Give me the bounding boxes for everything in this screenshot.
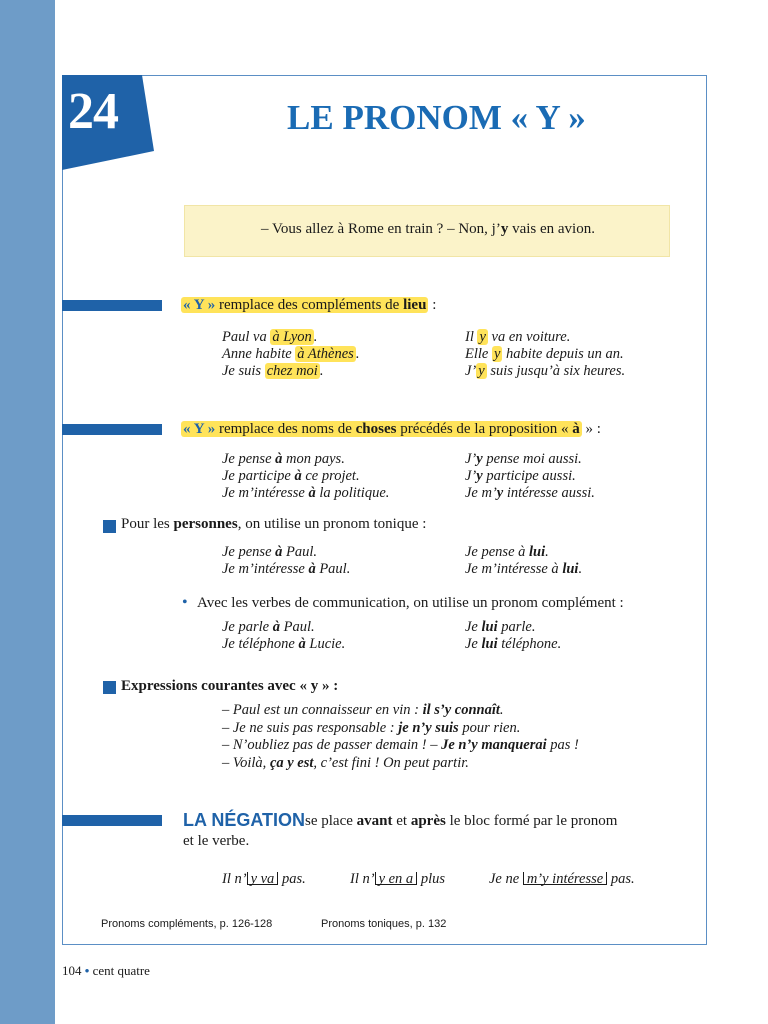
page-title: LE PRONOM « Y » — [287, 98, 586, 137]
example-choses-left-3 — [222, 485, 389, 502]
text-fragment: téléphone. — [497, 636, 562, 652]
example-lieu-left-1 — [222, 329, 317, 346]
text-fragment: Je — [465, 636, 482, 652]
reference-pronoms-complements: Pronoms compléments, p. 126-128 — [101, 918, 273, 930]
footer-bullet: • — [84, 963, 90, 978]
text-fragment: Il — [465, 329, 478, 345]
text-fragment: il s’y connaît — [422, 702, 500, 718]
negation-example-2 — [350, 871, 445, 888]
text-fragment: à — [572, 421, 580, 437]
example-communication-left-2 — [222, 636, 345, 653]
text-fragment: Pour les — [121, 516, 174, 532]
text-fragment: lui — [481, 636, 498, 652]
text-fragment: y — [500, 221, 509, 237]
text-fragment: y va — [247, 872, 279, 885]
text-span — [181, 421, 582, 437]
example-personnes-right-1 — [465, 544, 549, 561]
text-fragment: – Vous allez à Rome en train ? – Non, j’ — [261, 221, 501, 237]
example-choses-right-3 — [465, 485, 595, 502]
text-fragment: lui — [481, 619, 498, 635]
chapter-number: 24 — [68, 83, 118, 140]
page-footer — [62, 963, 150, 979]
text-fragment: Elle — [465, 346, 492, 362]
text-fragment: se place — [305, 813, 357, 829]
example-lieu-right-3 — [465, 363, 625, 380]
text-fragment: J’ — [465, 363, 477, 379]
page-number: 104 — [62, 963, 82, 978]
example-personnes-left-1 — [222, 544, 317, 561]
example-lieu-left-3 — [222, 363, 323, 380]
text-fragment: choses — [355, 421, 397, 437]
page-number-words: cent quatre — [92, 963, 150, 978]
text-fragment: précédés de la proposition « — [396, 421, 573, 437]
text-fragment: . — [319, 363, 324, 379]
text-fragment: . — [313, 329, 318, 345]
example-lieu-left-2 — [222, 346, 359, 363]
text-fragment: y — [476, 468, 483, 484]
text-fragment: Paul. — [279, 619, 315, 635]
text-fragment: vais en avion. — [508, 221, 595, 237]
text-fragment: remplace des noms de — [215, 421, 356, 437]
section-square-expressions — [103, 681, 116, 694]
example-choses-right-2 — [465, 468, 576, 485]
text-span — [181, 297, 428, 313]
text-fragment: Je suis — [222, 363, 265, 379]
text-fragment: y — [310, 678, 319, 694]
text-fragment: personnes — [173, 516, 238, 532]
text-fragment: et — [392, 813, 411, 829]
section-rule-choses — [62, 424, 162, 435]
text-fragment: avant — [356, 813, 393, 829]
text-fragment: remplace des compléments de — [215, 297, 404, 313]
text-fragment: y — [493, 346, 501, 362]
text-fragment: ce projet. — [301, 468, 360, 484]
text-fragment: – N’oubliez pas de passer demain ! – — [222, 737, 442, 753]
text-fragment: , on utilise un pronom tonique : — [237, 516, 427, 532]
text-fragment: lui — [529, 544, 546, 560]
text-fragment: lui — [562, 561, 579, 577]
side-color-band — [0, 0, 55, 1024]
text-fragment: « Y » — [183, 297, 216, 313]
heading-communication: Avec les verbes de communication, on utilise un pronom complément : — [197, 595, 624, 611]
text-fragment: à — [275, 451, 283, 467]
text-fragment: participe aussi. — [482, 468, 576, 484]
text-fragment: J’ — [465, 468, 477, 484]
example-communication-left-1 — [222, 619, 315, 636]
text-fragment: Je m’intéresse à — [465, 561, 563, 577]
example-lieu-right-2 — [465, 346, 624, 363]
text-fragment: Il n’ — [350, 871, 375, 887]
text-fragment: Lucie. — [305, 636, 346, 652]
reference-pronoms-toniques: Pronoms toniques, p. 132 — [321, 918, 447, 930]
text-fragment: Je m’intéresse — [222, 485, 309, 501]
section-square-personnes — [103, 520, 116, 533]
text-fragment: plus — [417, 871, 445, 887]
text-fragment: . — [545, 544, 549, 560]
text-fragment: à — [308, 485, 316, 501]
example-lieu-right-1 — [465, 329, 570, 346]
negation-example-3 — [489, 871, 635, 888]
text-fragment: mon pays. — [282, 451, 345, 467]
section-rule-negation — [62, 815, 162, 826]
text-fragment: Je m’ — [465, 485, 497, 501]
text-fragment: la politique. — [315, 485, 390, 501]
text-fragment: lieu — [403, 297, 427, 313]
text-fragment: : — [428, 297, 437, 313]
example-choses-left-2 — [222, 468, 360, 485]
text-fragment: chez moi — [266, 363, 318, 379]
text-fragment: intéresse aussi. — [503, 485, 595, 501]
text-fragment: Je téléphone — [222, 636, 299, 652]
expression-line-3 — [222, 737, 579, 754]
text-fragment: . — [355, 346, 360, 362]
section-rule-lieu — [62, 300, 162, 311]
text-fragment: . — [578, 561, 583, 577]
text-fragment: suis jusqu’à six heures. — [486, 363, 626, 379]
text-fragment: après — [410, 813, 446, 829]
text-fragment: à — [275, 544, 283, 560]
text-fragment: m’y intéresse — [523, 872, 607, 885]
text-fragment: Il n’ — [222, 871, 247, 887]
bullet-dot: • — [182, 594, 188, 611]
text-fragment: Je — [465, 619, 482, 635]
text-fragment: Je participe — [222, 468, 295, 484]
example-communication-right-2 — [465, 636, 561, 653]
text-fragment: ça y est — [269, 755, 314, 771]
text-fragment: à Athènes — [297, 346, 354, 362]
expression-line-4 — [222, 755, 469, 772]
text-fragment: va en voiture. — [487, 329, 571, 345]
example-choses-right-1 — [465, 451, 582, 468]
text-fragment: Je parle — [222, 619, 273, 635]
text-fragment: Je m’intéresse — [222, 561, 309, 577]
text-fragment: pour rien. — [458, 720, 521, 736]
text-fragment: y — [478, 363, 485, 379]
example-box — [184, 205, 670, 257]
text-fragment: – Je ne suis pas responsable : — [222, 720, 399, 736]
text-fragment: pas. — [278, 871, 306, 887]
example-choses-left-1 — [222, 451, 345, 468]
text-fragment: Expressions courantes avec « — [121, 678, 311, 694]
heading-lieu — [181, 297, 436, 314]
text-fragment: à — [294, 468, 302, 484]
text-fragment: le bloc formé par le pronom — [445, 813, 618, 829]
text-fragment: – Paul est un connaisseur en vin : — [222, 702, 423, 718]
expression-line-1 — [222, 702, 504, 719]
text-fragment: je n’y suis — [398, 720, 459, 736]
text-fragment: « Y » — [183, 421, 216, 437]
text-fragment: habite depuis un an. — [502, 346, 624, 362]
text-fragment: à — [298, 636, 306, 652]
text-fragment: Je pense à — [465, 544, 530, 560]
heading-choses — [181, 421, 601, 438]
heading-expressions — [121, 678, 338, 695]
text-fragment: Je pense — [222, 544, 276, 560]
example-personnes-left-2 — [222, 561, 350, 578]
text-fragment: y en a — [375, 872, 418, 885]
text-fragment: » : — [581, 421, 601, 437]
text-fragment: pas ! — [546, 737, 579, 753]
text-fragment: pas. — [607, 871, 635, 887]
text-fragment: Je n’y manquerai — [441, 737, 547, 753]
text-fragment: Paul. — [282, 544, 318, 560]
text-fragment: » : — [318, 678, 339, 694]
text-fragment: y — [496, 485, 504, 501]
text-fragment: parle. — [497, 619, 536, 635]
negation-text-line-2: et le verbe. — [183, 833, 250, 849]
example-dialogue — [185, 221, 671, 238]
text-fragment: y — [479, 329, 486, 345]
text-fragment: . — [499, 702, 504, 718]
text-fragment: Paul. — [315, 561, 351, 577]
text-fragment: Paul va — [222, 329, 271, 345]
example-personnes-right-2 — [465, 561, 582, 578]
text-fragment: à — [308, 561, 316, 577]
text-fragment: J’ — [465, 451, 477, 467]
text-fragment: Anne habite — [222, 346, 296, 362]
text-fragment: à — [272, 619, 280, 635]
text-fragment: – Voilà, — [222, 755, 270, 771]
text-fragment: à Lyon — [272, 329, 312, 345]
text-fragment: pense moi aussi. — [482, 451, 582, 467]
heading-personnes — [121, 516, 426, 533]
text-fragment: , c’est fini ! On peut partir. — [313, 755, 469, 771]
text-fragment: Je ne — [489, 871, 523, 887]
text-fragment: y — [476, 451, 483, 467]
example-communication-right-1 — [465, 619, 535, 636]
text-fragment: Je pense — [222, 451, 276, 467]
expression-line-2 — [222, 720, 520, 737]
negation-text-line-1 — [305, 813, 617, 830]
negation-example-1 — [222, 871, 306, 888]
negation-title: LA NÉGATION — [183, 810, 305, 830]
